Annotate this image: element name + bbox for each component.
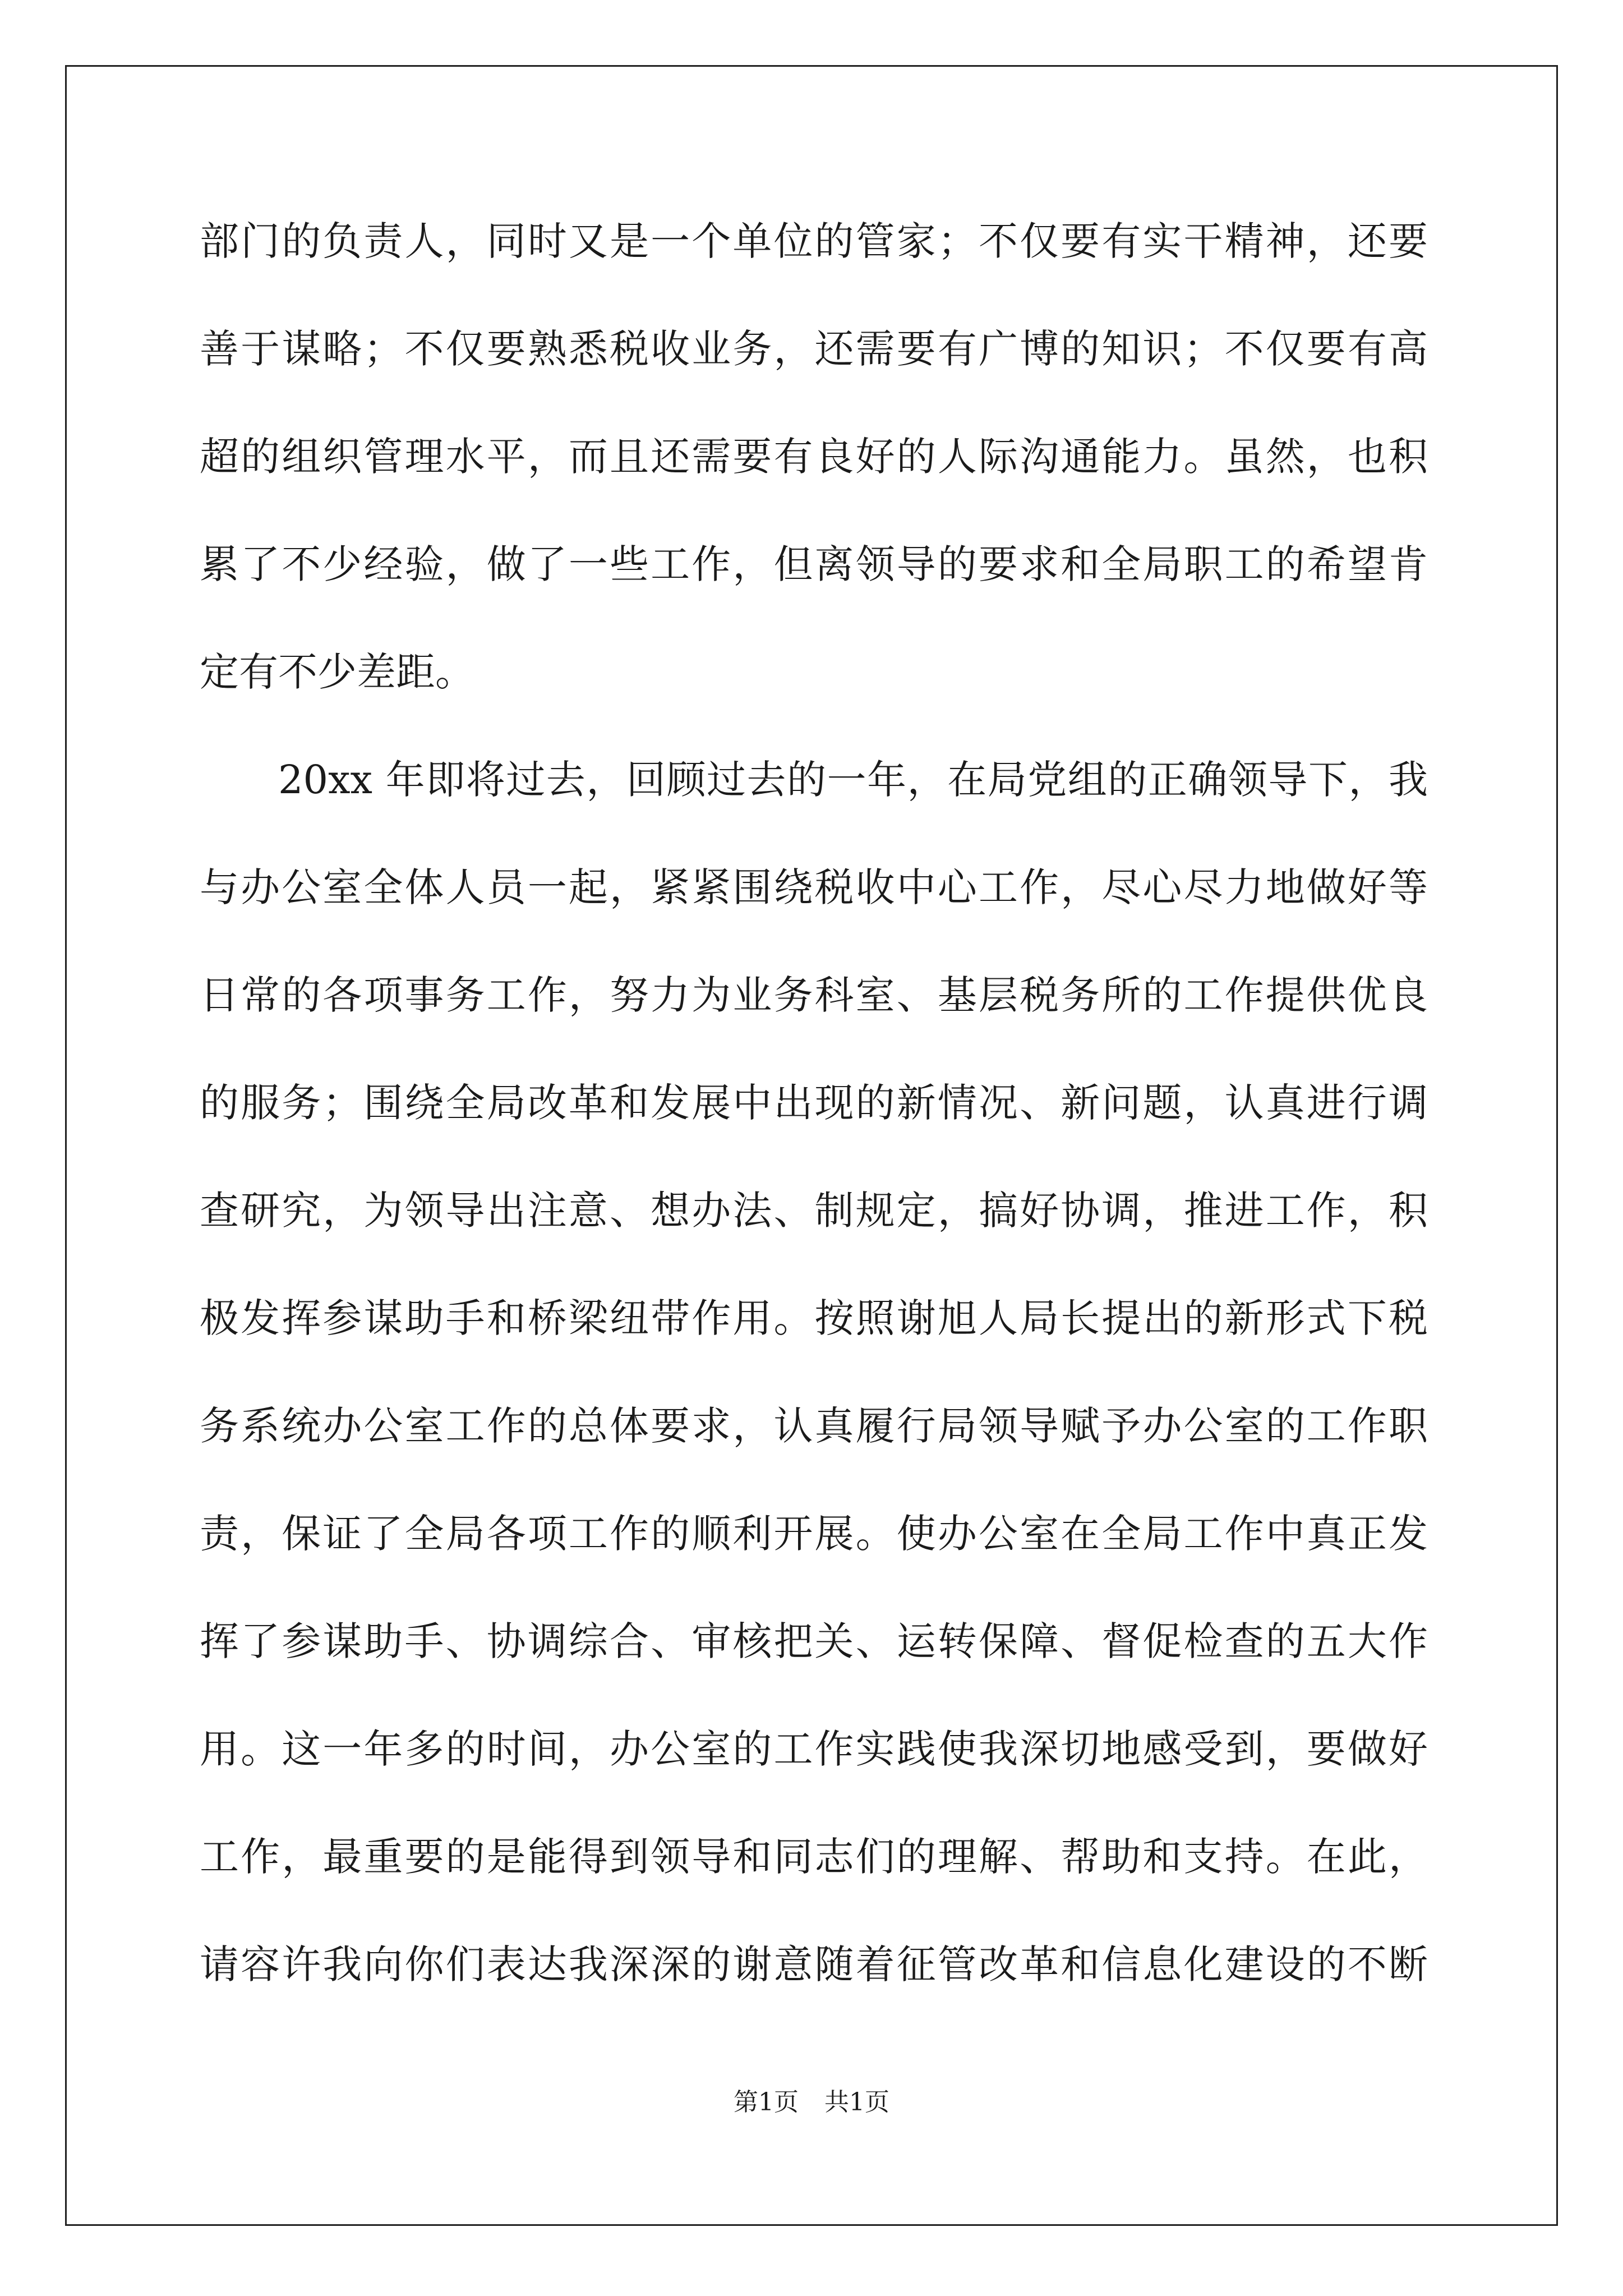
text-line: 责，保证了全局各项工作的顺利开展。使办公室在全局工作中真正发	[200, 1511, 1428, 1557]
paragraph-2	[200, 746, 1428, 2039]
text-line: 查研究，为领导出注意、想办法、制规定，搞好协调，推进工作，积	[200, 1188, 1428, 1234]
text-line: 用。这一年多的时间，办公室的工作实践使我深切地感受到，要做好	[200, 1726, 1428, 1772]
text-line: 挥了参谋助手、协调综合、审核把关、运转保障、督促检查的五大作	[200, 1618, 1428, 1664]
text-line: 与办公室全体人员一起，紧紧围绕税收中心工作，尽心尽力地做好等	[200, 864, 1428, 910]
text-line: 务系统办公室工作的总体要求，认真履行局领导赋予办公室的工作职	[200, 1403, 1428, 1449]
text-line: 极发挥参谋助手和桥梁纽带作用。按照谢旭人局长提出的新形式下税	[200, 1295, 1428, 1341]
text-line: 善于谋略；不仅要熟悉税收业务，还需要有广博的知识；不仅要有高	[200, 326, 1428, 372]
text-line: 超的组织管理水平，而且还需要有良好的人际沟通能力。虽然，也积	[200, 434, 1428, 480]
paragraph-1	[200, 208, 1428, 746]
text-line: 工作，最重要的是能得到领导和同志们的理解、帮助和支持。在此，	[200, 1834, 1428, 1880]
page-total: 共1页	[824, 2088, 889, 2116]
text-line: 的服务；围绕全局改革和发展中出现的新情况、新问题，认真进行调	[200, 1080, 1428, 1126]
page-number: 第1页	[734, 2088, 799, 2116]
page-footer	[0, 2086, 1623, 2119]
document-body	[200, 208, 1428, 2039]
text-line: 20xx 年即将过去，回顾过去的一年，在局党组的正确领导下，我	[278, 757, 1428, 803]
text-line: 日常的各项事务工作，努力为业务科室、基层税务所的工作提供优良	[200, 972, 1428, 1018]
text-line: 部门的负责人，同时又是一个单位的管家；不仅要有实干精神，还要	[200, 218, 1428, 264]
text-line: 累了不少经验，做了一些工作，但离领导的要求和全局职工的希望肯	[200, 541, 1428, 587]
text-line: 定有不少差距。	[200, 649, 474, 695]
text-line: 请容许我向你们表达我深深的谢意随着征管改革和信息化建设的不断	[200, 1941, 1428, 1987]
